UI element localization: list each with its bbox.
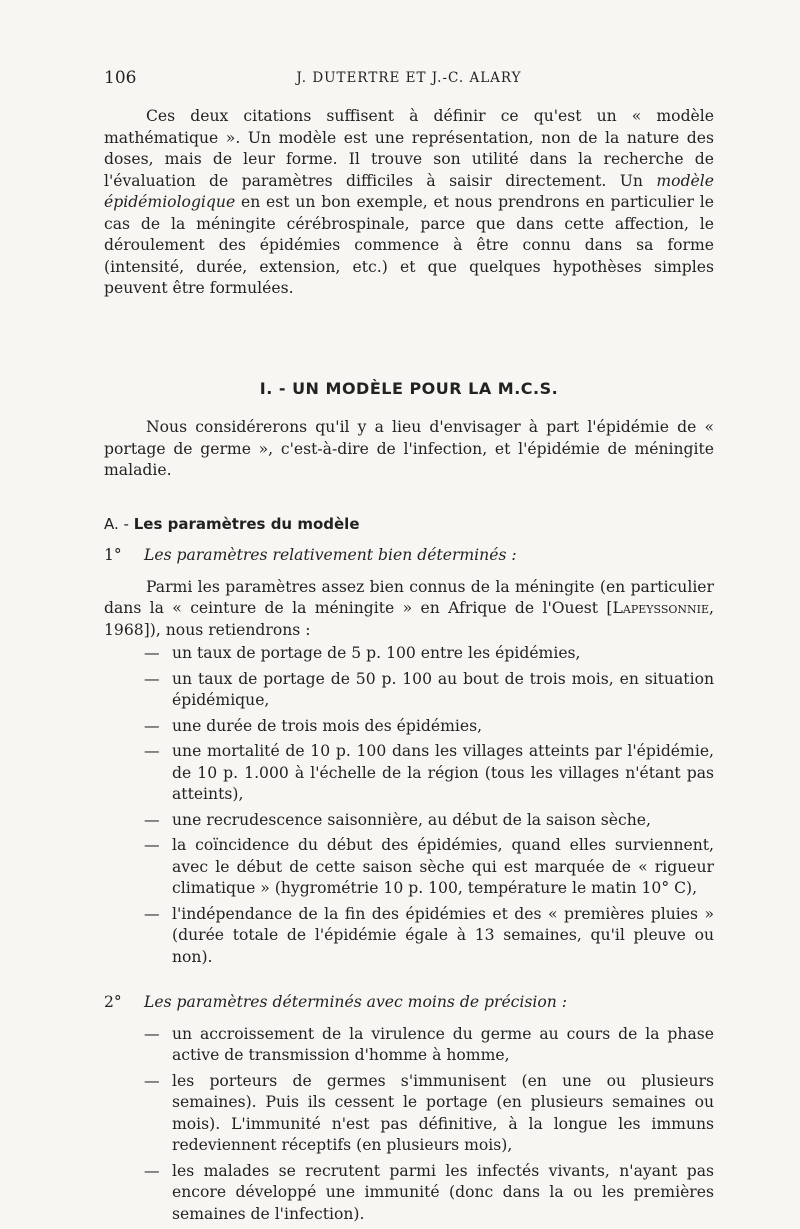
- dash-marker: —: [144, 644, 160, 662]
- intro-text-part1: Ces deux citations suffisent à définir ce qu'est un « modèle mathématique ». Un modèle est une représentation, non de la nature des doses, mais de leur forme. Il trouve son utilité dans la recherche de l'évaluation de paramètres difficiles à saisir directement. Un: [104, 107, 714, 190]
- subsection-heading: [104, 514, 714, 536]
- dash-marker: —: [144, 1161, 160, 1180]
- list-item: [104, 669, 714, 712]
- list-item: [104, 643, 714, 665]
- part1-number: 1°: [104, 546, 122, 564]
- section-title: I. - UN MODÈLE POUR LA M.C.S.: [259, 378, 559, 398]
- part1-list: [104, 643, 714, 968]
- dash-marker: —: [144, 716, 160, 735]
- list-item-text: les malades se recrutent parmi les infectés vivants, n'ayant pas encore développé une immunité (donc dans la ou les premières semaines de l'infection).: [172, 1161, 714, 1223]
- intro-paragraph: [104, 106, 714, 300]
- running-header: [104, 68, 714, 92]
- list-item-text: une mortalité de 10 p. 100 dans les villages atteints par l'épidémie, de 10 p. 1.000 à l'échelle de la région (tous les villages n'étant pas atteints),: [172, 742, 714, 803]
- list-item: [104, 835, 714, 900]
- list-item-text: une recrudescence saisonnière, au début de la saison sèche,: [172, 810, 651, 829]
- dash-marker: —: [144, 1024, 160, 1043]
- part1-title: Les paramètres relativement bien déterminés :: [144, 546, 517, 564]
- list-item-text: la coïncidence du début des épidémies, quand elles surviennent, avec le début de cette saison sèche qui est marquée de « rigueur climatique » (hygrométrie 10 p. 100, température le matin 10° C),: [172, 836, 714, 897]
- list-item-text: les porteurs de germes s'immunisent (en une ou plusieurs semaines). Puis ils cessent le portage (en plusieurs semaines ou mois). L'immunité n'est pas définitive, à la longue les immuns redeviennent réceptifs (en plusieurs mois),: [172, 1071, 714, 1154]
- dash-marker: —: [144, 742, 160, 760]
- list-item: [104, 810, 714, 832]
- part1-intro-before: Parmi les paramètres assez bien connus de la méningite (en particulier dans la « ceinture de la méningite » en Afrique de l'Ouest [: [104, 577, 714, 617]
- part1-intro-after: , 1968]), nous retiendrons :: [104, 599, 714, 639]
- section-paragraph: Nous considérerons qu'il y a lieu d'envisager à part l'épidémie de « portage de germe », c'est-à-dire de l'infection, et l'épidémie de méningite maladie.: [104, 418, 714, 479]
- dash-marker: —: [144, 836, 160, 854]
- list-item: [104, 1161, 714, 1226]
- part2-number: 2°: [104, 993, 122, 1011]
- list-item-text: un taux de portage de 50 p. 100 au bout de trois mois, en situation épidémique,: [172, 669, 714, 709]
- list-item-text: un taux de portage de 5 p. 100 entre les épidémies,: [172, 644, 581, 662]
- list-item: [104, 741, 714, 806]
- intro-text-part2: en est un bon exemple, et nous prendrons en particulier le cas de la méningite cérébrospinale, parce que dans cette affection, le déroulement des épidémies commence à être connu dans sa forme (intensité, durée, extension, etc.) et que quelques hypothèses simples peuvent être formulées.: [104, 193, 714, 297]
- intro-emphasis: modèle épidémiologique: [104, 171, 714, 211]
- running-header-authors: J. DUTERTRE ET J.-C. ALARY: [296, 70, 522, 86]
- page-number: 106: [104, 68, 137, 88]
- subsection-label: A. -: [104, 514, 129, 533]
- list-item: [104, 1071, 714, 1157]
- part1-intro: [104, 577, 714, 642]
- dash-marker: —: [144, 1071, 160, 1090]
- citation-author: Lapeyssonnie: [612, 599, 710, 617]
- part1-heading: [104, 545, 714, 567]
- list-item: [104, 716, 714, 738]
- list-item: [104, 904, 714, 969]
- list-item-text: un accroissement de la virulence du germe au cours de la phase active de transmission d'homme à homme,: [172, 1024, 714, 1064]
- part2-title: Les paramètres déterminés avec moins de précision :: [144, 993, 568, 1011]
- part2-list: [104, 1024, 714, 1226]
- part2-heading: [104, 992, 714, 1014]
- dash-marker: —: [144, 810, 160, 829]
- dash-marker: —: [144, 904, 160, 923]
- subsection-title: Les paramètres du modèle: [133, 514, 360, 533]
- page-body: [104, 106, 714, 1229]
- list-item-text: l'indépendance de la fin des épidémies et des « premières pluies » (durée totale de l'épidémie égale à 13 semaines, qu'il pleuve ou non).: [172, 904, 714, 966]
- list-item-text: une durée de trois mois des épidémies,: [172, 716, 483, 735]
- list-item: [104, 1024, 714, 1067]
- dash-marker: —: [144, 669, 160, 688]
